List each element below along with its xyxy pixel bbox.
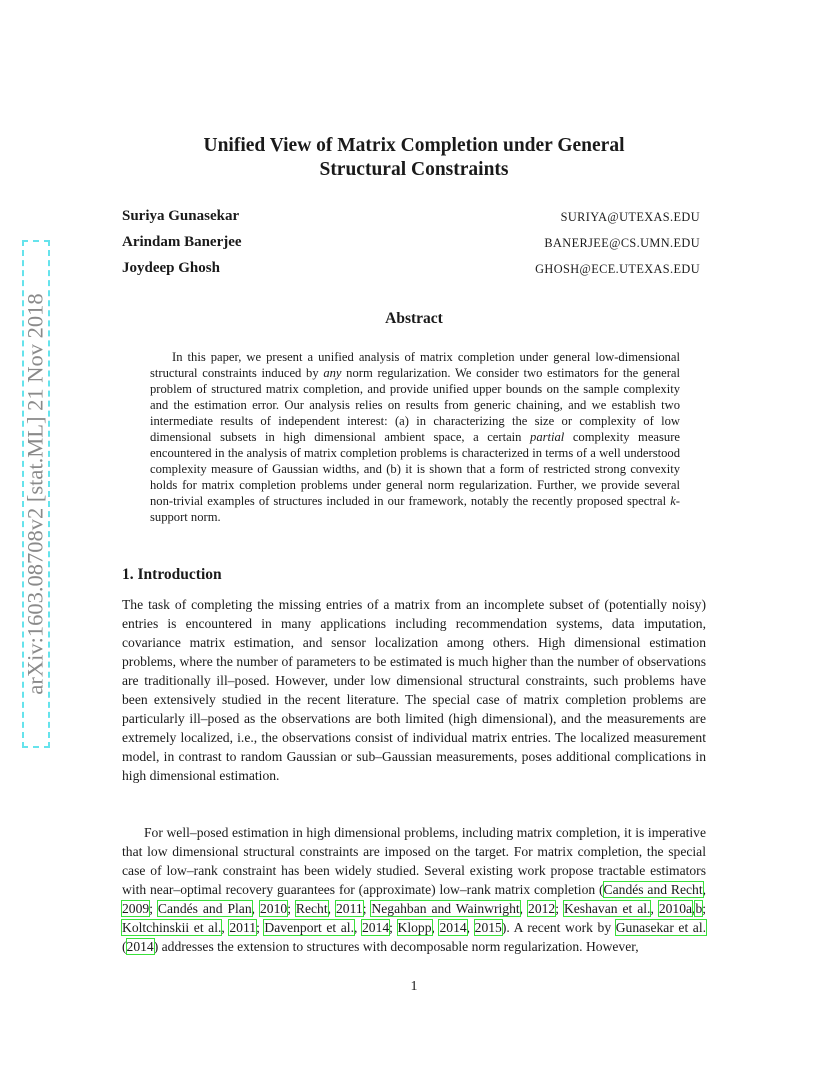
- citation-separator: ,: [251, 901, 260, 916]
- citation-link[interactable]: 2009: [122, 901, 150, 916]
- citation-separator: ,: [431, 920, 440, 935]
- citation-link[interactable]: b: [695, 901, 703, 916]
- abstract-emphasis: partial: [530, 430, 565, 444]
- citation-separator: ;: [702, 901, 707, 916]
- abstract-text-part: complexity measure encountered in the analysis of matrix completion problems is characterized in terms of a well understood complexity measure of Gaussian widths, and (b) it is shown that a form of restricted strong convexity holds for matrix completion problems under general norm regularization. Further, we provide several non-trivial examples of structures included in our framework, notably the recently proposed spectral: [150, 430, 680, 508]
- intro-paragraph-1: The task of completing the missing entries of a matrix from an incomplete subset of (potentially noisy) entries is encountered in many applications including recommendation systems, data imputation, covariance matrix estimation, and sensor localization among others. High dimensional estimation problems, where the number of parameters to be estimated is much higher than the number of observations are traditionally ill–posed. However, under low dimensional structural constraints, such problems have been extensively studied in the recent literature. The special case of matrix completion problems are particularly ill–posed as the observations are both limited (high dimensional), and the measurements are extremely localized, i.e., the observations consist of individual matrix entries. The localized measurement model, in contrast to random Gaussian or sub–Gaussian measurements, poses additional complications in high dimensional estimation.: [122, 597, 706, 783]
- intro-paragraph-2: [122, 823, 706, 956]
- citation-separator: ,: [466, 920, 475, 935]
- abstract-emphasis: any: [323, 366, 342, 380]
- abstract-text-part: In this paper, we present a unified analysis of matrix completion under general low-dimensional structural constraints induced by: [150, 350, 680, 380]
- author-name: Arindam Banerjee: [122, 234, 242, 250]
- citation-link[interactable]: 2015: [474, 920, 502, 935]
- citation-link[interactable]: Gunasekar et al.: [615, 920, 707, 935]
- paper-title: [120, 134, 708, 182]
- citation-separator: ,: [702, 882, 707, 897]
- author-email[interactable]: BANERJEE@CS.UMN.EDU: [544, 236, 700, 250]
- page-number: 1: [410, 979, 418, 994]
- author-name: Suriya Gunasekar: [122, 208, 240, 224]
- title-line-2: Structural Constraints: [319, 159, 509, 180]
- abstract-text-part: -support norm.: [150, 494, 680, 524]
- citation-separator: ,: [221, 920, 230, 935]
- citation-separator: ,: [519, 901, 529, 916]
- citation-link[interactable]: 2012: [528, 901, 556, 916]
- citation-link[interactable]: 2010a: [658, 901, 693, 916]
- citation-link[interactable]: 2014: [126, 939, 154, 954]
- citation-separator: ;: [256, 920, 265, 935]
- paragraph-text: ) addresses the extension to structures with decomposable norm regularization. However,: [153, 939, 639, 954]
- citation-separator: ,: [692, 901, 696, 916]
- citation-link[interactable]: Candés and Plan: [157, 901, 252, 916]
- citation-link[interactable]: Negahban and Wainwright: [371, 901, 520, 916]
- author-name: Joydeep Ghosh: [122, 260, 220, 276]
- abstract-emphasis: k: [670, 494, 676, 508]
- section-heading-introduction: 1. Introduction: [122, 566, 222, 583]
- citation-separator: ;: [389, 920, 398, 935]
- citation-separator: ,: [650, 901, 659, 916]
- arxiv-id-text: arXiv:1603.08708v2 [stat.ML] 21 Nov 2018: [23, 293, 48, 695]
- citation-link[interactable]: Recht: [295, 901, 328, 916]
- abstract-heading: Abstract: [385, 310, 443, 327]
- citation-separator: ;: [149, 901, 158, 916]
- citation-separator: ,: [327, 901, 336, 916]
- citation-separator: ;: [362, 901, 372, 916]
- citation-separator: ;: [555, 901, 564, 916]
- author-email[interactable]: SURIYA@UTEXAS.EDU: [560, 210, 700, 224]
- paragraph-text: For well–posed estimation in high dimensional problems, including matrix completion, it is imperative that low dimensional structural constraints are imposed on the target. For matrix completion, the special case of low–rank constraint has been widely studied. Several existing work propose tractable estimators with near–optimal recovery guarantees for (approximate) low–rank matrix completion (: [122, 825, 706, 897]
- citation-separator: ). A recent work by: [501, 920, 616, 935]
- citation-separator: ;: [287, 901, 296, 916]
- citation-link[interactable]: Keshavan et al.: [563, 901, 651, 916]
- citation-link[interactable]: Koltchinskii et al.: [122, 920, 222, 935]
- abstract-text: [150, 349, 680, 525]
- citation-link[interactable]: Davenport et al.: [264, 920, 354, 935]
- citation-link[interactable]: 2014: [361, 920, 390, 935]
- citation-link[interactable]: Candés and Recht: [603, 882, 703, 897]
- title-line-1: Unified View of Matrix Completion under General: [203, 135, 625, 156]
- citation-link[interactable]: 2011: [336, 901, 363, 916]
- citation-link[interactable]: 2010: [260, 901, 288, 916]
- citation-link[interactable]: Klopp: [397, 920, 432, 935]
- citation-separator: (: [122, 939, 127, 954]
- abstract-text-part: norm regularization. We consider two estimators for the general problem of structured matrix completion, and provide unified upper bounds on the sample complexity and the estimation error. Our analysis relies on results from generic chaining, and we establish two intermediate results of independent interest: (a) in characterizing the size or complexity of low dimensional subsets in high dimensional ambient space, a certain: [150, 366, 680, 444]
- citation-link[interactable]: 2014: [439, 920, 467, 935]
- author-email[interactable]: GHOSH@ECE.UTEXAS.EDU: [535, 262, 700, 276]
- citation-separator: ,: [353, 920, 362, 935]
- citation-link[interactable]: 2011: [229, 920, 257, 935]
